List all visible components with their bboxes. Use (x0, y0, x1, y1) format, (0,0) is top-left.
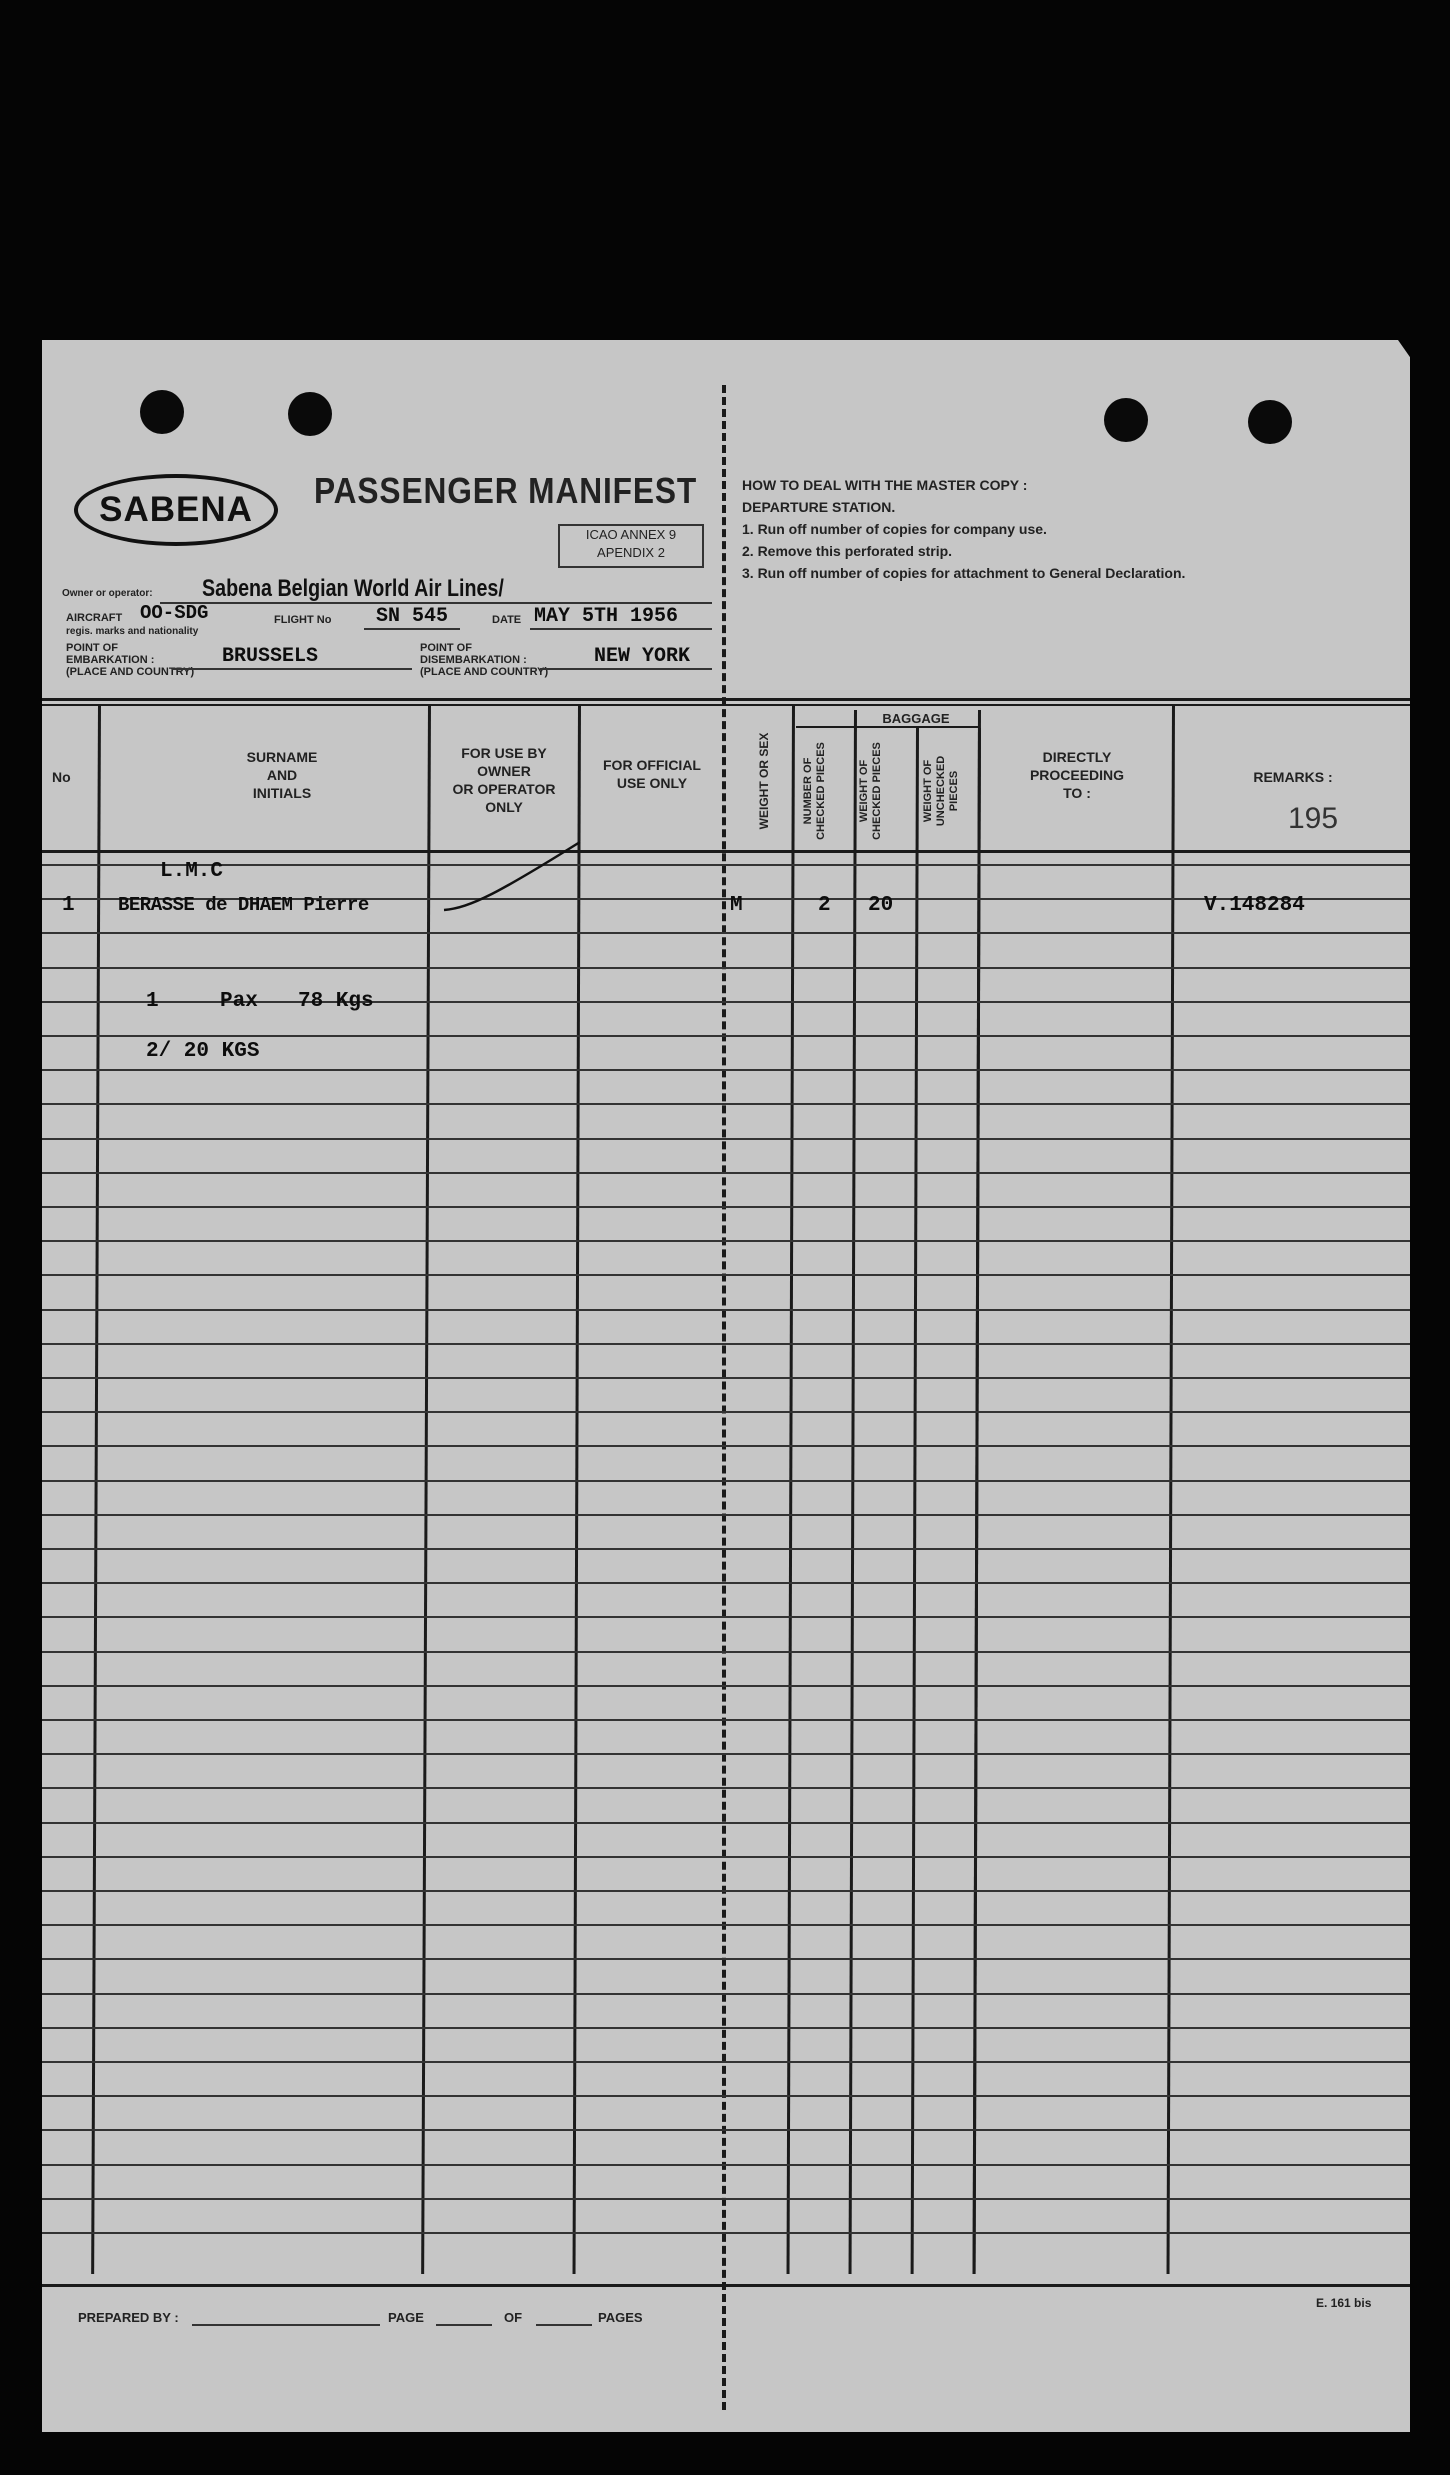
aircraft-value: OO-SDG (140, 602, 209, 624)
sabena-logo: SABENA (74, 474, 278, 546)
table-row-line (42, 1274, 1410, 1276)
col-divider (973, 710, 981, 2274)
form-code: E. 161 bis (1316, 2296, 1372, 2310)
punch-hole (1248, 400, 1292, 444)
handwritten-count: 195 (1288, 802, 1339, 835)
table-row-line (42, 1514, 1410, 1516)
table-row-line (42, 1856, 1410, 1858)
perforation-line (722, 385, 726, 2410)
table-row-line (42, 1719, 1410, 1721)
col-divider (421, 704, 431, 2274)
col-header-proceeding: DIRECTLY PROCEEDING TO : (1029, 749, 1125, 801)
table-row-line (42, 864, 1410, 866)
footer-border (42, 2284, 1410, 2287)
flight-underline (364, 628, 460, 630)
col-divider (573, 704, 581, 2274)
col-divider (849, 710, 857, 2274)
date-underline (530, 628, 712, 630)
table-row-line (42, 1753, 1410, 1755)
table-row-line (42, 1309, 1410, 1311)
passenger-sex: M (730, 894, 743, 917)
embark-underline (172, 668, 412, 670)
table-row-line (42, 1958, 1410, 1960)
table-row-line (42, 1651, 1410, 1653)
table-top-border (42, 698, 1410, 701)
baggage-weight: 20 (868, 894, 894, 917)
table-row-line (42, 1206, 1410, 1208)
owner-value: Sabena Belgian World Air Lines/ (202, 575, 504, 602)
table-row-line (42, 1103, 1410, 1105)
table-row-line (42, 1172, 1410, 1174)
summary-count: 1 (146, 990, 159, 1013)
col-header-remarks: REMARKS : (1253, 769, 1333, 785)
disembark-value: NEW YORK (594, 645, 691, 668)
disembark-label-3: (PLACE AND COUNTRY) (420, 666, 549, 678)
table-row-line (42, 1685, 1410, 1687)
col-header-baggage: BAGGAGE (882, 711, 950, 726)
form-title: PASSENGER MANIFEST (314, 470, 698, 511)
table-row-line (42, 2198, 1410, 2200)
of-label: OF (504, 2310, 523, 2325)
passenger-name: BERASSE de DHAEM Pierre (118, 894, 369, 916)
embark-label-3: (PLACE AND COUNTRY) (66, 666, 195, 678)
table-row-line (42, 1548, 1410, 1550)
flight-label: FLIGHT No (274, 614, 332, 626)
date-value: MAY 5TH 1956 (534, 605, 679, 628)
icao-annex-box: ICAO ANNEX 9 APENDIX 2 (558, 524, 704, 568)
checkmark-stroke (440, 840, 590, 920)
table-row-line (42, 1445, 1410, 1447)
summary-pax: Pax (220, 990, 258, 1013)
passenger-remarks: V.148284 (1204, 894, 1305, 917)
aircraft-label: AIRCRAFT (66, 612, 123, 624)
page-label: PAGE (388, 2310, 424, 2325)
col-header-weight-sex: WEIGHT OR SEX (757, 732, 771, 830)
header-bottom-border (42, 850, 1410, 853)
col-header-no: No (52, 769, 71, 785)
table-row-line (42, 1890, 1410, 1892)
col-divider (911, 728, 919, 2274)
col-header-surname: SURNAME AND INITIALS (246, 749, 318, 801)
table-row-line (42, 932, 1410, 934)
disembark-underline (540, 668, 712, 670)
col-divider (787, 704, 795, 2274)
table-top-border-inner (42, 704, 1410, 706)
passenger-no: 1 (62, 894, 75, 917)
col-header-weight-checked: WEIGHT OF CHECKED PIECES (858, 742, 883, 840)
master-copy-instructions: HOW TO DEAL WITH THE MASTER COPY : DEPARTURE STATION. 1. Run off number of copies for company use. 2. Remove this perforated strip. 3. Run off number of copies for attachment to General Declaration. (742, 477, 1186, 581)
manifest-sheet (42, 340, 1410, 2432)
col-header-number-checked: NUMBER OF CHECKED PIECES (802, 742, 827, 840)
embark-label-2: EMBARKATION : (66, 654, 155, 666)
summary-baggage: 2/ 20 KGS (146, 1040, 260, 1063)
table-row-line (42, 1582, 1410, 1584)
disembark-label-1: POINT OF (420, 642, 472, 654)
embark-label-1: POINT OF (66, 642, 118, 654)
table-row-line (42, 1138, 1410, 1140)
embark-value: BRUSSELS (222, 645, 319, 668)
table-row-line (42, 1069, 1410, 1071)
disembark-label-2: DISEMBARKATION : (420, 654, 527, 666)
col-header-owner-use: FOR USE BY OWNER OR OPERATOR ONLY (452, 745, 556, 815)
table-row-line (42, 1377, 1410, 1379)
table-row-line (42, 1616, 1410, 1618)
page-line (436, 2324, 492, 2326)
col-divider (91, 704, 101, 2274)
sheet-corner (1398, 340, 1412, 360)
flight-value: SN 545 (376, 605, 449, 628)
owner-underline (160, 602, 712, 604)
table-row-line (42, 1035, 1410, 1037)
table-row-line (42, 2164, 1410, 2166)
table-row-line (42, 1822, 1410, 1824)
punch-hole (140, 390, 184, 434)
table-row-line (42, 1787, 1410, 1789)
lmc-annotation: L.M.C (160, 860, 224, 883)
punch-hole (1104, 398, 1148, 442)
summary-weight: 78 Kgs (298, 990, 374, 1013)
date-label: DATE (492, 614, 522, 626)
prepared-by-label: PREPARED BY : (78, 2310, 179, 2325)
table-row-line (42, 2027, 1410, 2029)
table-row-line (42, 1343, 1410, 1345)
regis-label: regis. marks and nationality (66, 626, 199, 637)
table-row-line (42, 2129, 1410, 2131)
col-divider (1167, 704, 1175, 2274)
table-row-line (42, 1240, 1410, 1242)
owner-label: Owner or operator: (62, 588, 153, 599)
of-line (536, 2324, 592, 2326)
baggage-pieces: 2 (818, 894, 831, 917)
prepared-by-line (192, 2324, 380, 2326)
punch-hole (288, 392, 332, 436)
table-row-line (42, 1924, 1410, 1926)
table-row-line (42, 2061, 1410, 2063)
table-row-line (42, 2095, 1410, 2097)
col-header-official-use: FOR OFFICIAL USE ONLY (603, 757, 701, 791)
table-row-line (42, 1480, 1410, 1482)
pages-label: PAGES (598, 2310, 643, 2325)
table-row-line (42, 967, 1410, 969)
table-row-line (42, 2232, 1410, 2234)
col-header-weight-unchecked: WEIGHT OF UNCHECKED PIECES (922, 755, 960, 827)
table-row-line (42, 1993, 1410, 1995)
table-row-line (42, 1411, 1410, 1413)
